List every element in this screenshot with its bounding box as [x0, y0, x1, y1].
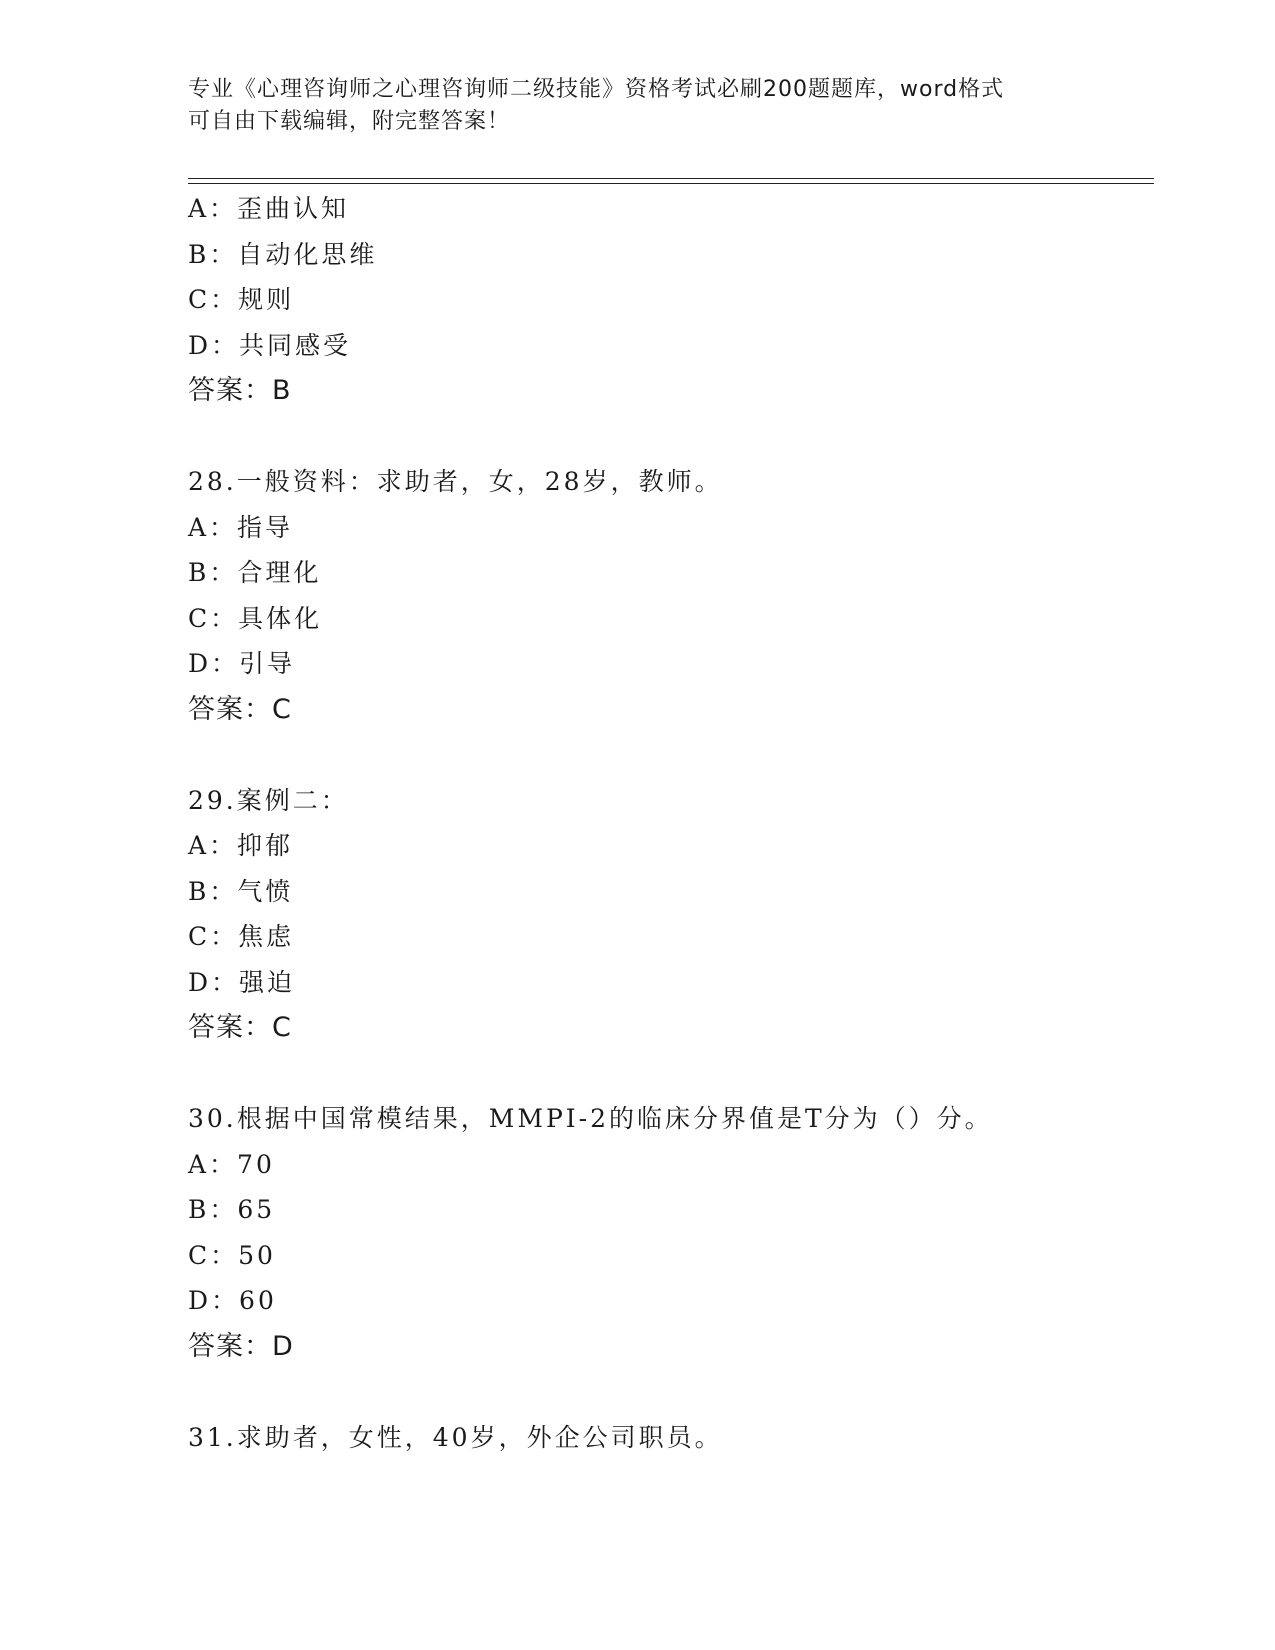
option-c: C：焦虑: [188, 922, 295, 951]
option-b: B：合理化: [188, 558, 322, 587]
question-30: [188, 1096, 1154, 1369]
question-stem: 28.一般资料：求助者，女，28岁，教师。: [188, 467, 723, 496]
question-stem: 31.求助者，女性，40岁，外企公司职员。: [188, 1422, 723, 1452]
option-c: C：50: [188, 1240, 276, 1270]
header-divider-top: [188, 178, 1154, 179]
document-header: [188, 74, 1088, 138]
option-b: B：气愤: [188, 876, 294, 906]
question-29: [188, 778, 1154, 1051]
option-a: A：70: [188, 1149, 275, 1179]
option-a: A：歪曲认知: [188, 194, 350, 223]
option-d: D：强迫: [188, 967, 296, 997]
question-list: [188, 186, 1154, 1460]
option-a: A：指导: [188, 512, 294, 542]
option-a: A：抑郁: [188, 831, 294, 860]
question-stem: 30.根据中国常模结果，MMPI-2的临床分界值是T分为（）分。: [188, 1104, 993, 1133]
option-d: D：60: [188, 1286, 277, 1315]
header-divider-bottom: [188, 183, 1154, 184]
answer-line: 答案：B: [188, 375, 292, 406]
question-stem: 29.案例二：: [188, 785, 349, 815]
option-c: C：规则: [188, 285, 295, 314]
header-title-line-2: 可自由下载编辑，附完整答案！: [188, 109, 511, 134]
spacer: [188, 1051, 1154, 1097]
answer-line: 答案：C: [188, 693, 292, 725]
option-d: D：引导: [188, 649, 296, 678]
header-title-line-1: 专业《心理咨询师之心理咨询师二级技能》资格考试必刷200题题库，word格式: [188, 77, 1005, 102]
answer-line: 答案：C: [188, 1012, 292, 1043]
question-31: [188, 1415, 1154, 1461]
spacer: [188, 1369, 1154, 1415]
spacer: [188, 414, 1154, 460]
option-b: B：65: [188, 1195, 276, 1224]
answer-line: 答案：D: [188, 1330, 294, 1362]
option-d: D：共同感受: [188, 330, 352, 360]
question-28: [188, 459, 1154, 732]
question-27: [188, 186, 1154, 414]
spacer: [188, 732, 1154, 778]
option-c: C：具体化: [188, 603, 323, 633]
option-b: B：自动化思维: [188, 239, 378, 269]
